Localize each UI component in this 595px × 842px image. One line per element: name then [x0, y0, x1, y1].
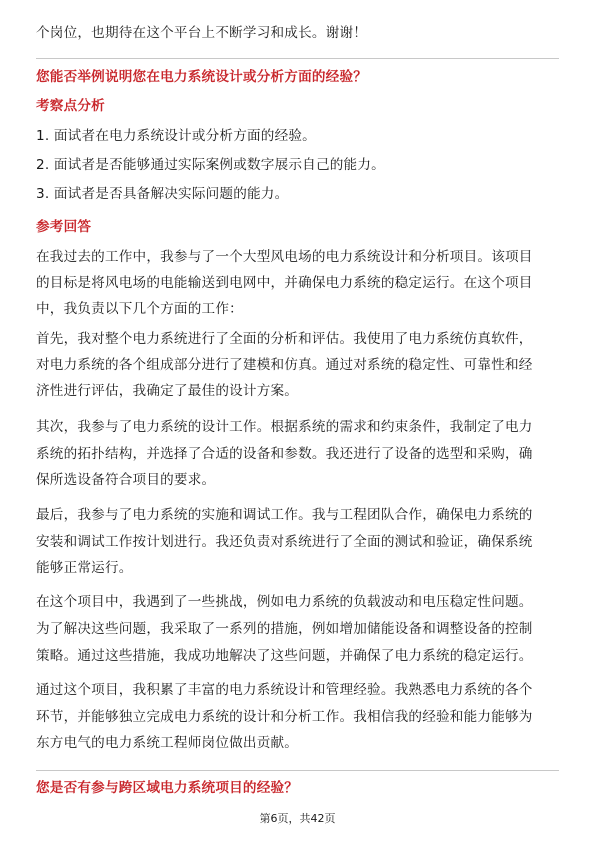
answer-line: 对电力系统的各个组成部分进行了建模和仿真。通过对系统的稳定性、可靠性和经	[36, 357, 533, 373]
analysis-point: 1. 面试者在电力系统设计或分析方面的经验。	[36, 128, 316, 144]
previous-answer-ending: 个岗位，也期待在这个平台上不断学习和成长。谢谢！	[36, 25, 368, 41]
analysis-point: 2. 面试者是否能够通过实际案例或数字展示自己的能力。	[36, 157, 385, 173]
analysis-heading: 考察点分析	[36, 98, 105, 114]
page-number-footer: 第6页，共42页	[259, 812, 336, 825]
answer-line: 环节，并能够独立完成电力系统的设计和分析工作。我相信我的经验和能力能够为	[36, 709, 533, 725]
analysis-point: 3. 面试者是否具备解决实际问题的能力。	[36, 186, 289, 202]
answer-line: 安装和调试工作按计划进行。我还负责对系统进行了全面的测试和验证，确保系统	[36, 534, 533, 550]
answer-line: 策略。通过这些措施，我成功地解决了这些问题，并确保了电力系统的稳定运行。	[36, 648, 533, 664]
answer-line: 其次，我参与了电力系统的设计工作。根据系统的需求和约束条件，我制定了电力	[36, 419, 533, 435]
question-title: 您能否举例说明您在电力系统设计或分析方面的经验？	[36, 69, 368, 85]
answer-line: 保所选设备符合项目的要求。	[36, 472, 216, 488]
question-title: 您是否有参与跨区域电力系统项目的经验？	[36, 780, 299, 796]
answer-line: 济性进行评估，我确定了最佳的设计方案。	[36, 383, 299, 399]
answer-line: 系统的拓扑结构，并选择了合适的设备和参数。我还进行了设备的选型和采购，确	[36, 446, 533, 462]
answer-line: 在这个项目中，我遇到了一些挑战，例如电力系统的负载波动和电压稳定性问题。	[36, 594, 533, 610]
section-divider	[36, 58, 559, 59]
answer-line: 的目标是将风电场的电能输送到电网中，并确保电力系统的稳定运行。在这个项目	[36, 275, 533, 291]
answer-line: 中，我负责以下几个方面的工作：	[36, 301, 243, 317]
answer-line: 为了解决这些问题，我采取了一系列的措施，例如增加储能设备和调整设备的控制	[36, 621, 533, 637]
answer-line: 在我过去的工作中，我参与了一个大型风电场的电力系统设计和分析项目。该项目	[36, 249, 533, 265]
answer-line: 能够正常运行。	[36, 560, 133, 576]
answer-line: 最后，我参与了电力系统的实施和调试工作。我与工程团队合作，确保电力系统的	[36, 507, 533, 523]
answer-line: 首先，我对整个电力系统进行了全面的分析和评估。我使用了电力系统仿真软件，	[36, 331, 533, 347]
section-divider	[36, 770, 559, 771]
answer-line: 通过这个项目，我积累了丰富的电力系统设计和管理经验。我熟悉电力系统的各个	[36, 682, 533, 698]
answer-line: 东方电气的电力系统工程师岗位做出贡献。	[36, 735, 299, 751]
answer-heading: 参考回答	[36, 219, 92, 235]
